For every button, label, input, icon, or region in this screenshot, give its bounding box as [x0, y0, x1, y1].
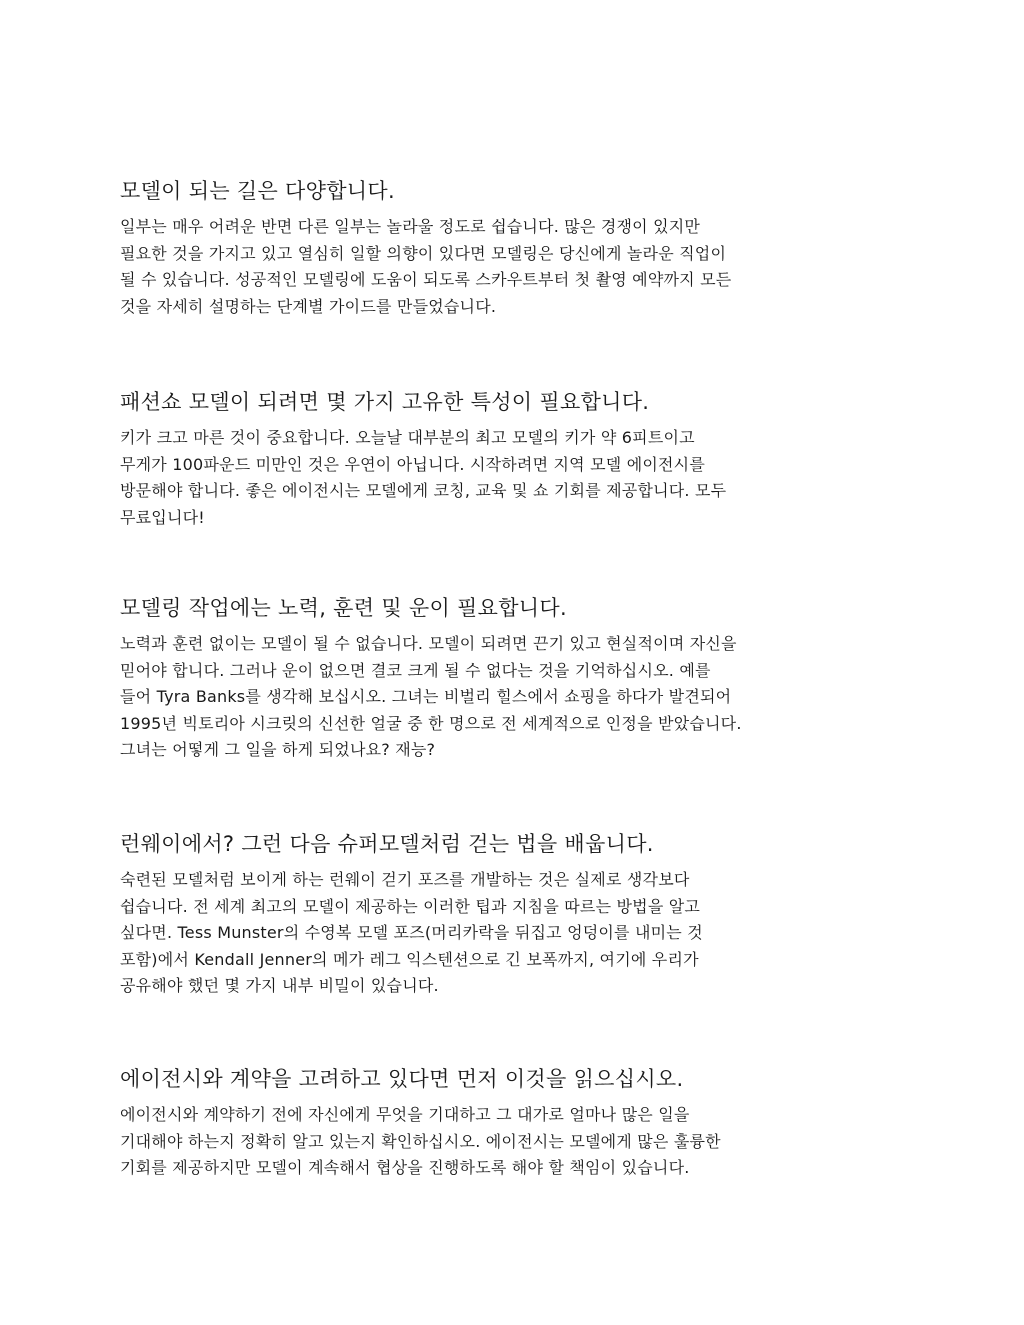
section-paragraph — [120, 214, 910, 320]
paragraph-line: 무게가 100파운드 미만인 것은 우연이 아닙니다. 시작하려면 지역 모델 에이전시를 — [120, 454, 705, 474]
paragraph-line: 기대해야 하는지 정확히 알고 있는지 확인하십시오. 에이전시는 모델에게 많은 훌륭한 — [120, 1131, 721, 1151]
section-effort-luck — [120, 593, 910, 764]
paragraph-line: 필요한 것을 가지고 있고 열심히 일할 의향이 있다면 모델링은 당신에게 놀라운 직업이 — [120, 243, 727, 263]
section-runway-walk — [120, 829, 910, 1000]
paragraph-line: 될 수 있습니다. 성공적인 모델링에 도움이 되도록 스카우트부터 첫 촬영 예약까지 모든 — [120, 270, 732, 289]
paragraph-line: 방문해야 합니다. 좋은 에이전시는 모델에게 코칭, 교육 및 쇼 기회를 제공합니다. 모두 — [120, 481, 727, 500]
section-paragraph — [120, 867, 910, 1000]
paragraph-line: 무료입니다! — [120, 507, 205, 527]
section-runway-traits — [120, 387, 910, 531]
paragraph-line: 공유해야 했던 몇 가지 내부 비밀이 있습니다. — [120, 976, 439, 995]
section-agency-contract — [120, 1064, 910, 1182]
paragraph-line: 싶다면. Tess Munster의 수영복 모델 포즈(머리카락을 뒤집고 엉덩이를 내미는 것 — [120, 923, 703, 942]
paragraph-line: 그녀는 어떻게 그 일을 하게 되었나요? 재능? — [120, 740, 436, 759]
paragraph-line: 키가 크고 마른 것이 중요합니다. 오늘날 대부분의 최고 모델의 키가 약 6피트이고 — [120, 428, 695, 447]
paragraph-line: 것을 자세히 설명하는 단계별 가이드를 만들었습니다. — [120, 296, 497, 316]
section-paragraph — [120, 425, 910, 531]
paragraph-line: 일부는 매우 어려운 반면 다른 일부는 놀라울 정도로 쉽습니다. 많은 경쟁이 있지만 — [120, 217, 701, 236]
section-modeling-paths — [120, 176, 910, 320]
paragraph-line: 숙련된 모델처럼 보이게 하는 런웨이 걷기 포즈를 개발하는 것은 실제로 생각보다 — [120, 870, 690, 889]
section-paragraph — [120, 631, 910, 764]
paragraph-line: 노력과 훈련 없이는 모델이 될 수 없습니다. 모델이 되려면 끈기 있고 현실적이며 자신을 — [120, 634, 737, 653]
section-heading: 런웨이에서? 그런 다음 슈퍼모델처럼 걷는 법을 배웁니다. — [120, 832, 654, 856]
paragraph-line: 쉽습니다. 전 세계 최고의 모델이 제공하는 이러한 팁과 지침을 따르는 방법을 알고 — [120, 896, 701, 916]
paragraph-line: 에이전시와 계약하기 전에 자신에게 무엇을 기대하고 그 대가로 얼마나 많은 일을 — [120, 1105, 690, 1124]
paragraph-line: 믿어야 합니다. 그러나 운이 없으면 결코 크게 될 수 없다는 것을 기억하십시오. 예를 — [120, 660, 711, 680]
paragraph-line: 1995년 빅토리아 시크릿의 신선한 얼굴 중 한 명으로 전 세계적으로 인정을 받았습니다. — [120, 713, 742, 733]
section-heading: 패션쇼 모델이 되려면 몇 가지 고유한 특성이 필요합니다. — [120, 390, 650, 414]
paragraph-line: 기회를 제공하지만 모델이 계속해서 협상을 진행하도록 해야 할 책임이 있습니다. — [120, 1158, 690, 1177]
section-heading: 에이전시와 계약을 고려하고 있다면 먼저 이것을 읽으십시오. — [120, 1067, 684, 1091]
section-heading: 모델이 되는 길은 다양합니다. — [120, 179, 395, 203]
section-paragraph — [120, 1102, 910, 1182]
section-heading: 모델링 작업에는 노력, 훈련 및 운이 필요합니다. — [120, 596, 567, 620]
paragraph-line: 포함)에서 Kendall Jenner의 메가 레그 익스텐션으로 긴 보폭까지, 여기에 우리가 — [120, 949, 699, 969]
paragraph-line: 들어 Tyra Banks를 생각해 보십시오. 그녀는 비벌리 힐스에서 쇼핑을 하다가 발견되어 — [120, 687, 732, 706]
